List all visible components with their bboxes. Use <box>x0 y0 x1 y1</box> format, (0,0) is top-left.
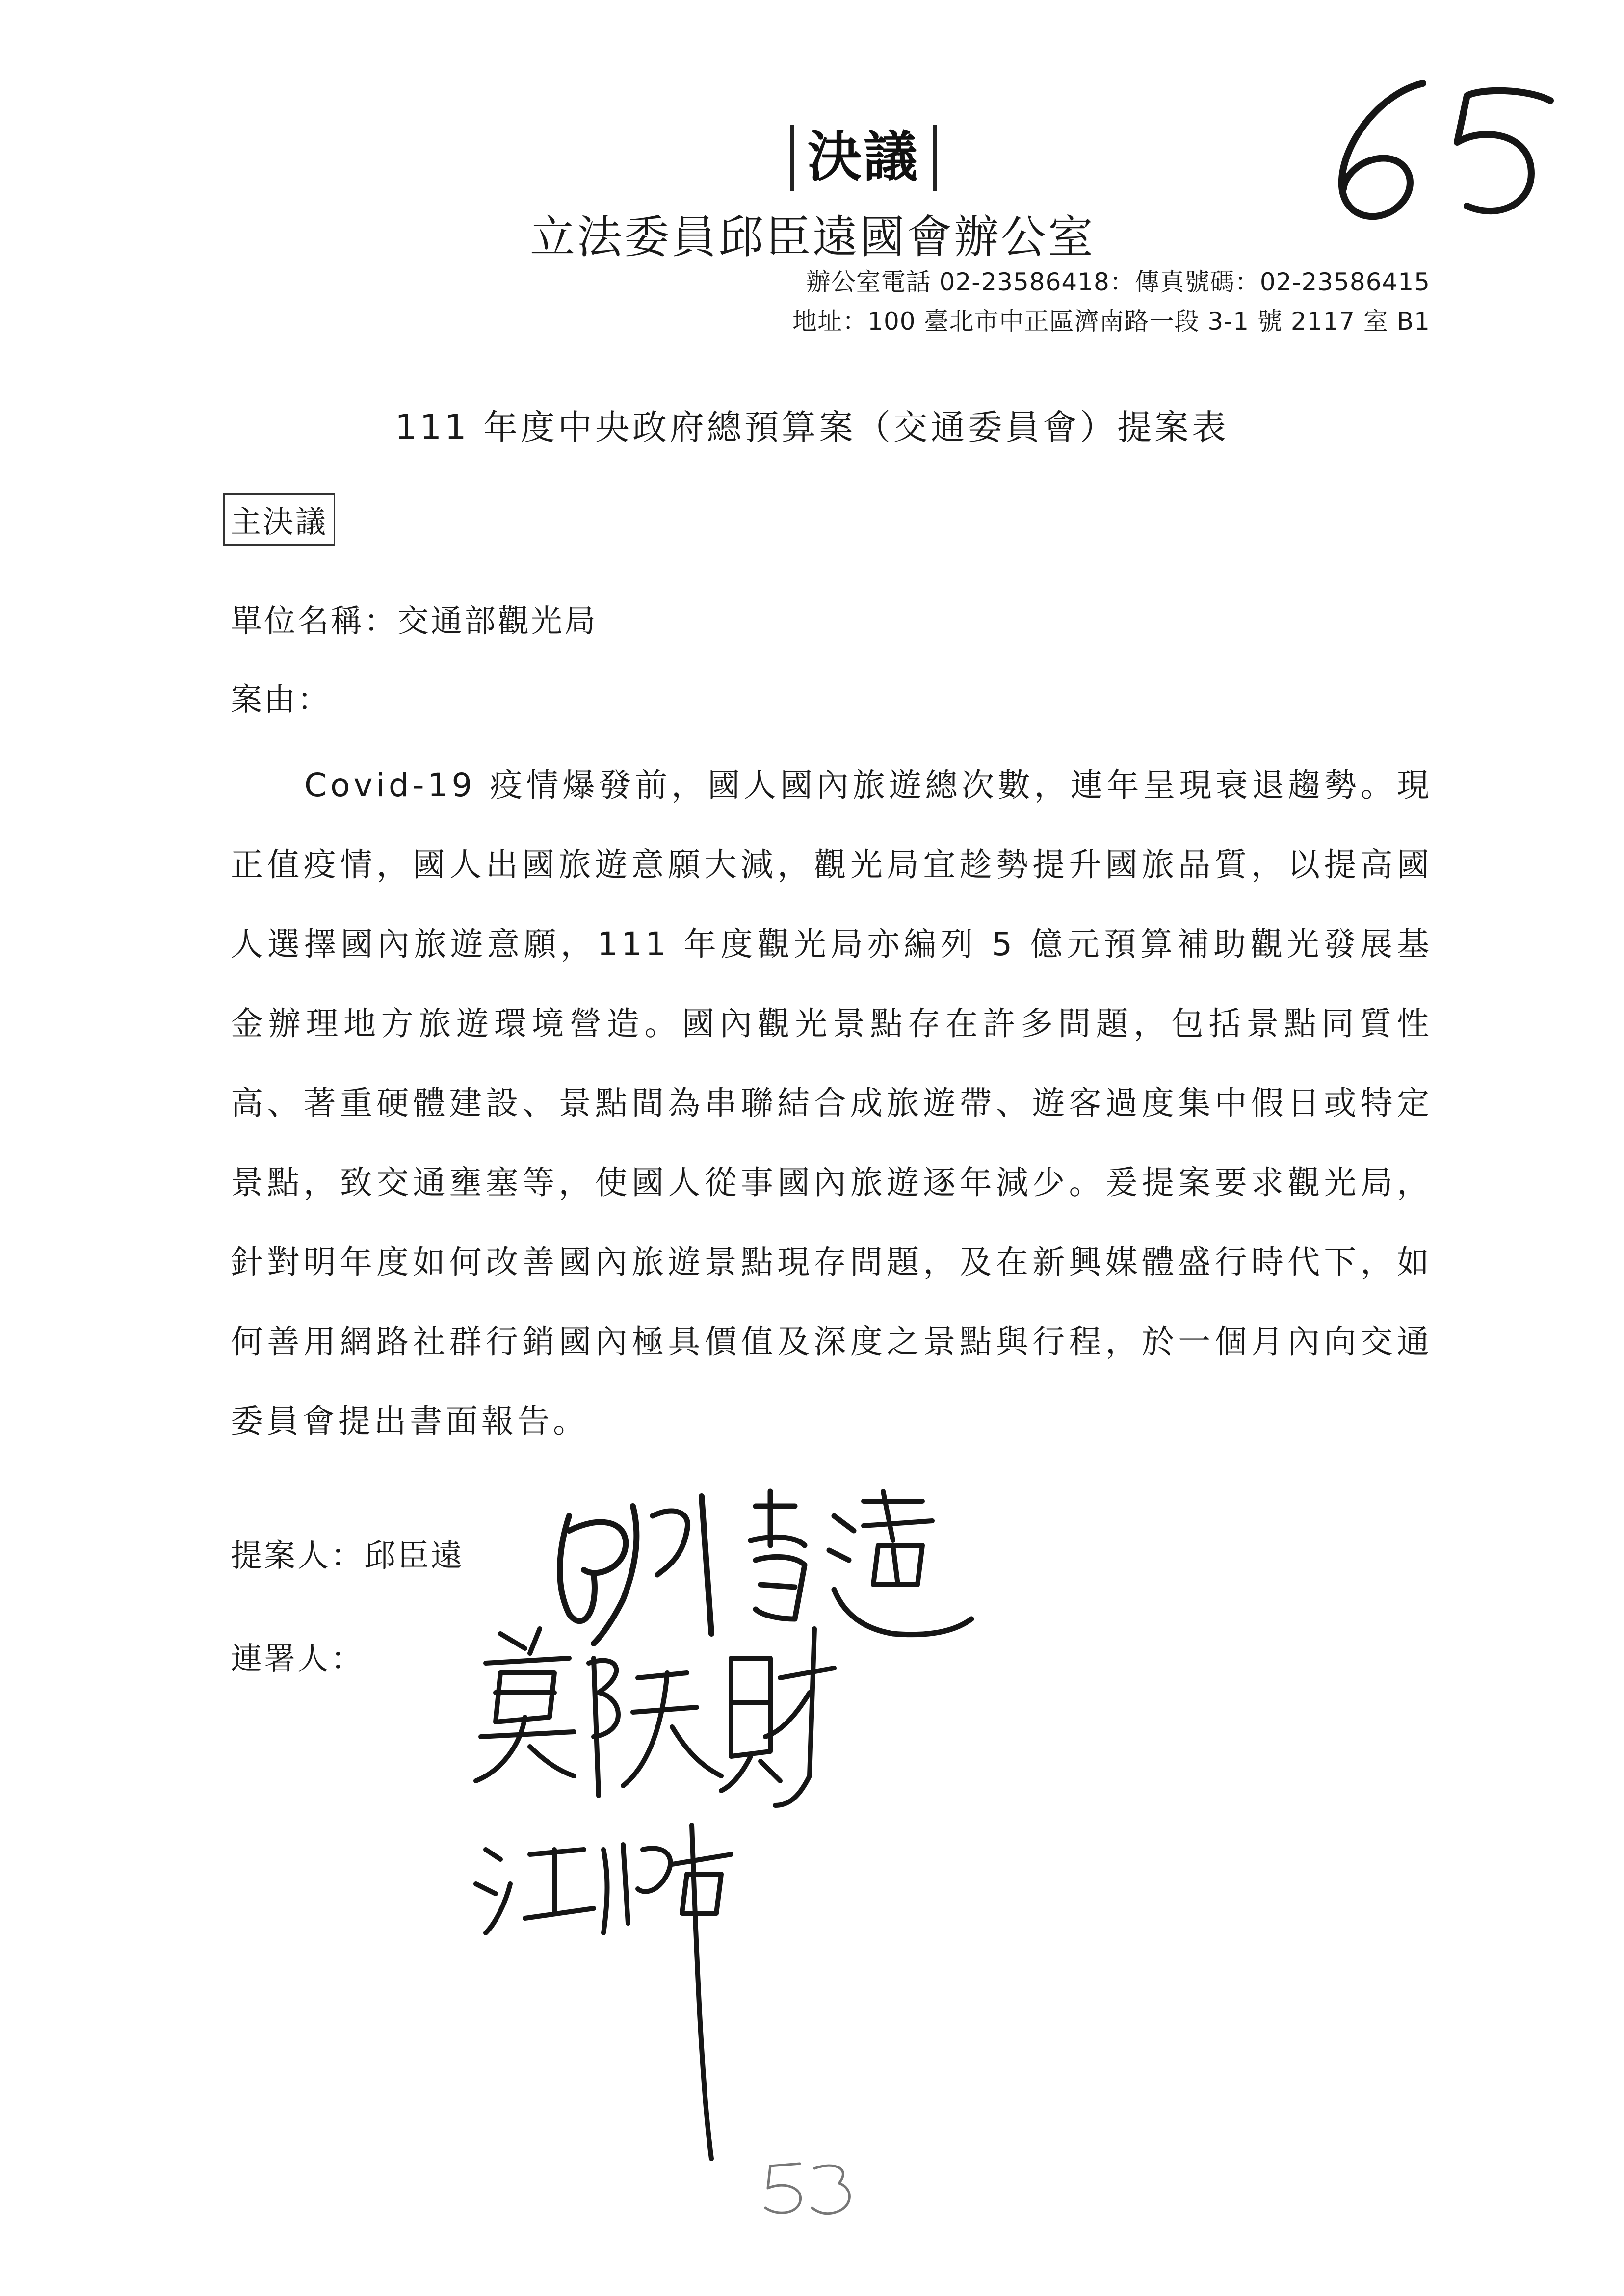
reason-label: 案由： <box>231 682 331 718</box>
proposer-label: 提案人：邱臣遠 <box>231 1538 464 1574</box>
proposal-body: Covid-19 疫情爆發前，國人國內旅遊總次數，連年呈現衰退趨勢。現正值疫情，國人出國旅遊意願大減，觀光局宜趁勢提升國旅品質，以提高國人選擇國內旅遊意願，111 年度觀光局亦編列 5 億元預算補助觀光發展基金辦理地方旅遊環境營造。國內觀光景點存在許多問題，包括景點同質性高、著重硬體建設、景點間為串聯結合成旅遊帶、遊客過度集中假日或特定景點，致交通壅塞等，使國人從事國內旅遊逐年減少。爰提案要求觀光局，針對明年度如何改善國內旅遊景點現存問題，及在新興媒體盛行時代下，如何善用網路社群行銷國內極具價值及深度之景點與行程，於一個月內向交通委員會提出書面報告。 <box>231 766 1433 1440</box>
office-phone: 辦公室電話 02-23586418：傳真號碼：02-23586415 <box>806 268 1430 296</box>
office-address: 地址：100 臺北市中正區濟南路一段 3-1 號 2117 室 B1 <box>792 307 1430 336</box>
unit-name: 單位名稱：交通部觀光局 <box>231 603 598 640</box>
resolution-type-box: 主決議 <box>223 493 335 546</box>
resolution-stamp <box>790 125 937 191</box>
handwritten-bottom-number <box>756 2154 859 2222</box>
handwritten-page-number <box>1320 74 1575 235</box>
cosigner-signatures <box>456 1619 849 2208</box>
cosigners-label: 連署人： <box>231 1641 364 1677</box>
office-name: 立法委員邱臣遠國會辦公室 <box>530 211 1096 263</box>
stamp-text: 決議 <box>808 126 919 188</box>
document-title: 111 年度中央政府總預算案（交通委員會）提案表 <box>395 407 1229 447</box>
